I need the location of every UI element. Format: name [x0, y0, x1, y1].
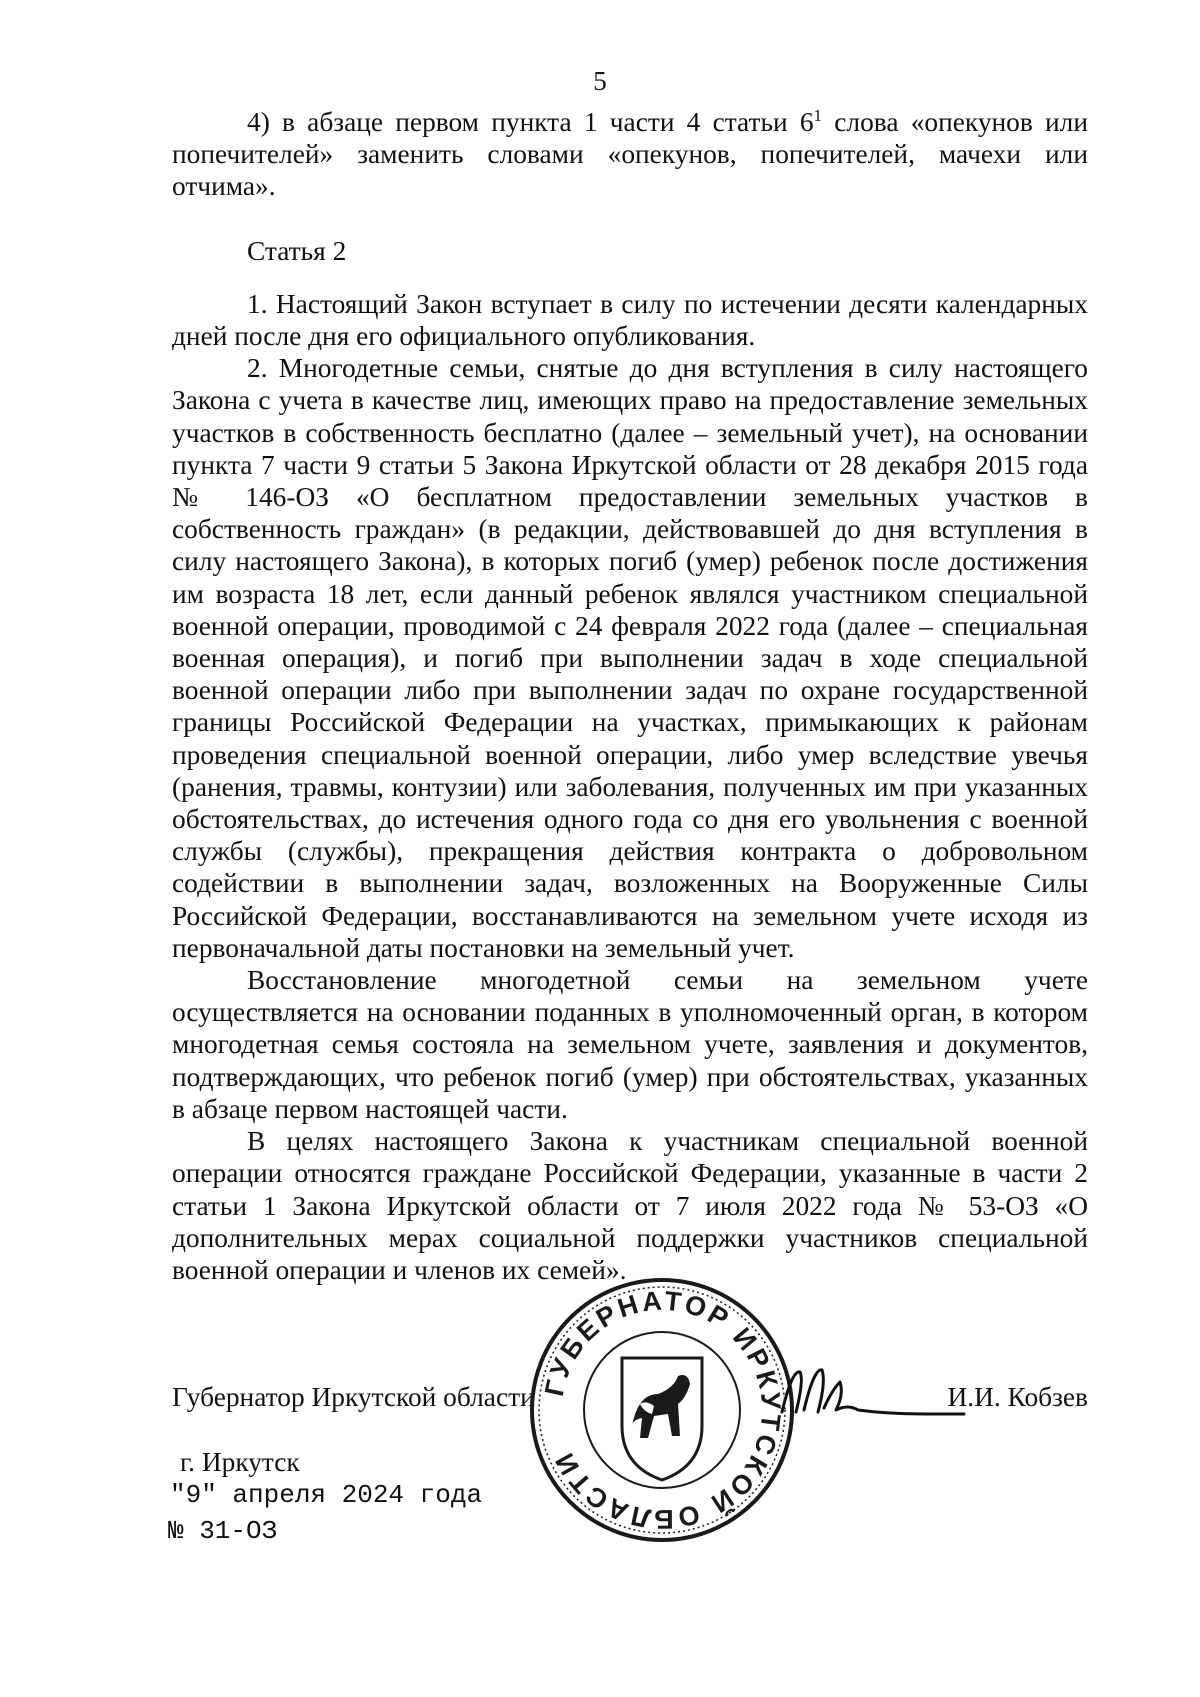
superscript: 1: [813, 105, 823, 125]
place: г. Иркутск: [180, 1447, 300, 1477]
document-body: [172, 106, 1088, 1286]
page-number: 5: [593, 66, 607, 96]
governor-title: Губернатор Иркутской области: [172, 1382, 535, 1412]
paragraph-3: Восстановление многодетной семьи на земельном учете осуществляется на основании поданных в уполномоченный орган, в котором многодетная семья состояла на земельном учете, заявления и документов, подтверждающих, что ребенок погиб (умер) при обстоятельствах, указанных в абзаце первом настоящей части.: [172, 965, 1088, 1124]
paragraph-4: В целях настоящего Закона к участникам специальной военной операции относятся граждане Российской Федерации, указанные в части 2 статьи 1 Закона Иркутской области от 7 июля 2022 года № 53-ОЗ «О дополнительных мерах социальной поддержки участников специальной военной операции и членов их семей».: [172, 1126, 1088, 1285]
handwritten-signature-icon: [778, 1360, 968, 1430]
official-seal-icon: [528, 1276, 796, 1544]
governor-name: И.И. Кобзев: [947, 1382, 1088, 1412]
signing-date: "9" апреля 2024 года: [170, 1480, 483, 1510]
law-number: № 31-ОЗ: [168, 1516, 278, 1546]
article-heading: Статья 2: [247, 235, 347, 266]
paragraph-2: 2. Многодетные семьи, снятые до дня вступления в силу настоящего Закона с учета в качестве лиц, имеющих право на предоставление земельных участков в собственность бесплатно (далее – земельный учет), на основании пункта 7 части 9 статьи 5 Закона Иркутской области от 28 декабря 2015 года № 146-ОЗ «О бесплатном предоставлении земельных участков в собственность граждан» (в редакции, действовавшей до дня вступления в силу настоящего Закона), в которых погиб (умер) ребенок после достижения им возраста 18 лет, если данный ребенок являлся участником специальной военной операции, проводимой с 24 февраля 2022 года (далее – специальная военная операция), и погиб при выполнении задач в ходе специальной военной операции либо при выполнении задач по охране государственной границы Российской Федерации на участках, примыкающих к районам проведения специальной военной операции, либо умер вследствие увечья (ранения, травмы, контузии) или заболевания, полученных им при указанных обстоятельствах, до истечения одного года со дня его увольнения с военной службы (службы), прекращения действия контракта о добровольном содействии в выполнении задач, возложенных на Вооруженные Силы Российской Федерации, восстанавливаются на земельном учете исходя из первоначальной даты постановки на земельный учет.: [172, 353, 1088, 963]
paragraph-1: 1. Настоящий Закон вступает в силу по истечении десяти календарных дней после дня его официального опубликования.: [172, 288, 1088, 352]
paragraph-item-4: 4) в абзаце первом пункта 1 части 4 статьи $6^1$ слова «опекунов или попечителей» заменить словами «опекунов, попечителей, мачехи или отчима».: [172, 105, 1088, 202]
seal-ring-text: ГУБЕРНАТОР ИРКУТСКОЙ ОБЛАСТИ: [538, 1285, 787, 1535]
